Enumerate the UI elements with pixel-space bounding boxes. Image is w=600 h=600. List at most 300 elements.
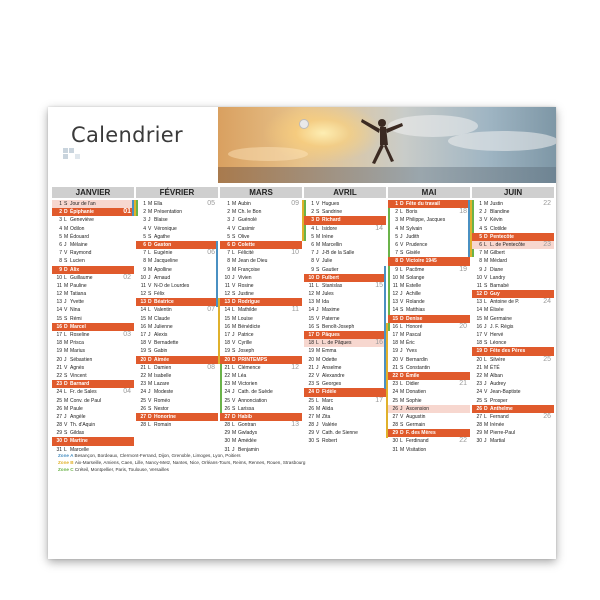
- day-row: [220, 274, 302, 282]
- zone-cities: Créteil, Montpellier, Paris, Toulouse, Versailles: [74, 467, 169, 472]
- day-row: [472, 266, 554, 274]
- weekday-letter: M: [64, 397, 69, 404]
- week-number: 22: [459, 437, 467, 445]
- day-number: 14: [308, 307, 314, 314]
- weekday-letter: M: [64, 340, 69, 347]
- day-row: [388, 249, 470, 257]
- day-row: [52, 380, 134, 388]
- weekday-letter: S: [316, 381, 320, 388]
- day-number: 31: [392, 446, 398, 453]
- weekday-letter: J: [64, 356, 67, 363]
- day-row: [388, 388, 470, 396]
- day-number: 17: [224, 332, 230, 338]
- weekday-letter: S: [316, 323, 320, 330]
- day-row: [220, 364, 302, 372]
- day-number: 8: [227, 258, 230, 265]
- week-number: 22: [543, 200, 551, 207]
- day-number: 5: [143, 233, 146, 240]
- weekday-letter: M: [64, 225, 69, 232]
- zone-cities: Aix-Marseille, Amiens, Caen, Lille, Nancy-Metz, Nantes, Nice, Orléans-Tours, Reims, Rennes, Rouen, Strasbourg: [74, 460, 306, 465]
- day-row: [52, 323, 134, 331]
- saint-name: Germaine: [490, 315, 512, 322]
- weekday-letter: L: [484, 356, 487, 363]
- day-row: [304, 241, 386, 249]
- day-number: 4: [479, 225, 482, 232]
- day-number: 20: [224, 356, 230, 363]
- saint-name: Prisca: [70, 340, 84, 347]
- weekday-letter: S: [148, 348, 152, 355]
- saint-name: Ferdinand: [406, 438, 429, 445]
- day-row: [220, 266, 302, 274]
- week-number: 18: [459, 208, 467, 216]
- saint-name: Aubin: [238, 201, 251, 207]
- day-row: [304, 397, 386, 405]
- weekday-letter: V: [316, 430, 320, 437]
- weekday-letter: M: [316, 348, 321, 355]
- weekday-letter: D: [400, 315, 404, 322]
- weekday-letter: S: [64, 430, 68, 437]
- day-row: [136, 380, 218, 388]
- weekday-letter: V: [64, 250, 68, 257]
- week-number: 08: [207, 363, 215, 371]
- day-number: 28: [224, 422, 230, 429]
- day-row: [304, 364, 386, 372]
- day-row: [136, 339, 218, 347]
- weekday-letter: S: [232, 233, 236, 240]
- weekday-letter: S: [148, 291, 152, 298]
- weekday-letter: J: [484, 381, 487, 388]
- day-row: [304, 331, 386, 339]
- weekday-letter: L: [148, 422, 151, 429]
- day-number: 7: [311, 250, 314, 257]
- weekday-letter: V: [64, 364, 68, 371]
- weekday-letter: V: [484, 389, 488, 396]
- saint-name: Blaise: [154, 217, 168, 224]
- school-zones-legend: [58, 452, 305, 473]
- day-row: [136, 388, 218, 396]
- day-number: 17: [392, 332, 398, 338]
- saint-name: Colette: [238, 241, 255, 248]
- day-number: 9: [143, 266, 146, 273]
- week-number: 15: [375, 281, 383, 289]
- day-row: [304, 429, 386, 437]
- weekday-letter: M: [64, 405, 69, 412]
- day-row: [388, 306, 470, 314]
- day-row: [52, 388, 134, 396]
- day-row: [220, 405, 302, 413]
- day-row: [52, 421, 134, 429]
- saint-name: Guénolé: [238, 217, 257, 224]
- weekday-letter: J: [400, 348, 403, 355]
- saint-name: Bernardin: [406, 356, 428, 363]
- day-row: [472, 208, 554, 216]
- saint-name: Prudence: [406, 241, 428, 248]
- weekday-letter: D: [232, 413, 236, 420]
- day-number: 26: [140, 405, 146, 412]
- day-row: [388, 356, 470, 364]
- month-column: [136, 187, 218, 429]
- day-list: [220, 200, 302, 454]
- saint-name: Bernadette: [154, 340, 179, 347]
- day-number: 28: [140, 422, 146, 429]
- day-row: [220, 233, 302, 241]
- saint-name: Félix: [154, 291, 165, 298]
- saint-name: Marius: [70, 348, 86, 355]
- day-row: [304, 225, 386, 233]
- day-row: [388, 200, 470, 208]
- day-number: 1: [143, 201, 146, 207]
- day-number: 19: [308, 348, 314, 355]
- weekday-letter: M: [484, 422, 489, 429]
- month-column: [304, 187, 386, 446]
- saint-name: Alida: [322, 405, 334, 412]
- day-number: 9: [479, 266, 482, 273]
- saint-name: Raymond: [70, 250, 92, 257]
- saint-name: Jules: [322, 291, 334, 298]
- day-number: 3: [311, 217, 314, 224]
- day-row: [388, 405, 470, 413]
- day-number: 13: [392, 299, 398, 306]
- weekday-letter: M: [148, 209, 153, 216]
- weekday-letter: J: [316, 307, 319, 314]
- weekday-letter: L: [64, 274, 67, 281]
- weekday-letter: M: [400, 397, 405, 404]
- day-number: 12: [224, 291, 230, 298]
- day-number: 4: [59, 225, 62, 232]
- week-number: 16: [375, 339, 383, 347]
- weekday-letter: J: [148, 332, 151, 338]
- weekday-letter: V: [484, 274, 488, 281]
- saint-name: Bénédicte: [238, 323, 261, 330]
- saint-name: Honoré: [406, 323, 423, 330]
- day-row: [136, 266, 218, 274]
- day-row: [52, 315, 134, 323]
- day-number: 28: [308, 422, 314, 429]
- day-row: [220, 356, 302, 364]
- day-row: [304, 380, 386, 388]
- day-number: 8: [311, 258, 314, 265]
- day-number: 12: [392, 291, 398, 298]
- day-list: [52, 200, 134, 454]
- saint-name: J. F. Régis: [490, 323, 514, 330]
- saint-name: Irène: [322, 233, 334, 240]
- day-number: 16: [224, 323, 230, 330]
- saint-name: Médard: [490, 258, 507, 265]
- weekday-letter: L: [232, 422, 235, 429]
- day-number: 29: [56, 430, 62, 437]
- saint-name: Martine: [70, 438, 88, 445]
- saint-name: Guy: [490, 291, 500, 298]
- month-header: MARS: [220, 187, 302, 198]
- saint-name: Paterne: [322, 315, 340, 322]
- day-row: [472, 274, 554, 282]
- saint-name: Jour de l'an: [70, 201, 96, 207]
- saint-name: Landry: [490, 274, 506, 281]
- day-row: [52, 429, 134, 437]
- weekday-letter: J: [484, 438, 487, 445]
- day-number: 2: [143, 209, 146, 216]
- saint-name: Léa: [238, 372, 247, 379]
- saint-name: Prosper: [490, 397, 508, 404]
- saint-name: Édouard: [70, 233, 89, 240]
- saint-name: Présentation: [154, 209, 183, 216]
- day-row: [136, 216, 218, 224]
- weekday-letter: S: [484, 340, 488, 347]
- weekday-letter: D: [64, 266, 68, 273]
- day-row: [220, 306, 302, 314]
- day-row: [52, 413, 134, 421]
- weekday-letter: V: [400, 299, 404, 306]
- day-row: [136, 397, 218, 405]
- day-row: [304, 339, 386, 347]
- saint-name: Hervé: [490, 332, 504, 338]
- saint-name: N-D de Lourdes: [154, 282, 190, 289]
- day-number: 22: [56, 372, 62, 379]
- day-row: [388, 413, 470, 421]
- week-number: 05: [207, 200, 215, 207]
- weekday-letter: S: [148, 233, 152, 240]
- saint-name: Sandrine: [322, 209, 343, 216]
- day-number: 7: [479, 250, 482, 257]
- saint-name: Pauline: [70, 282, 87, 289]
- saint-name: Julie: [322, 258, 333, 265]
- saint-name: Nestor: [154, 405, 169, 412]
- weekday-letter: D: [400, 258, 404, 265]
- saint-name: Yvette: [70, 299, 84, 306]
- weekday-letter: J: [232, 217, 235, 224]
- saint-name: Justin: [490, 201, 504, 207]
- saint-name: Th. d'Aquin: [70, 422, 96, 429]
- day-number: 20: [140, 356, 146, 363]
- saint-name: Jean de Dieu: [238, 258, 268, 265]
- saint-name: L. de Pâques: [322, 340, 352, 347]
- week-number: 13: [291, 421, 299, 429]
- day-row: [220, 298, 302, 306]
- day-number: 15: [476, 315, 482, 322]
- weekday-letter: M: [316, 241, 321, 248]
- weekday-letter: M: [400, 332, 405, 338]
- day-number: 12: [56, 291, 62, 298]
- day-number: 29: [224, 430, 230, 437]
- weekday-letter: S: [232, 405, 236, 412]
- day-number: 21: [140, 364, 146, 371]
- day-number: 18: [308, 340, 314, 347]
- weekday-letter: M: [232, 258, 237, 265]
- day-number: 27: [392, 413, 398, 420]
- day-row: [304, 282, 386, 290]
- saint-name: Isidore: [322, 225, 338, 232]
- saint-name: Victoire 1945: [406, 258, 437, 265]
- saint-name: Constantin: [406, 364, 430, 371]
- day-number: 5: [311, 233, 314, 240]
- day-row: [388, 339, 470, 347]
- day-row: [136, 200, 218, 208]
- day-number: 1: [227, 201, 230, 207]
- day-row: [52, 233, 134, 241]
- day-number: 5: [227, 233, 230, 240]
- day-number: 17: [140, 332, 146, 338]
- weekday-letter: L: [400, 266, 403, 273]
- saint-name: L. de Pentecôte: [490, 241, 526, 248]
- weekday-letter: M: [232, 430, 237, 437]
- saint-name: Patrice: [238, 332, 254, 338]
- day-number: 24: [224, 389, 230, 396]
- weekday-letter: V: [484, 332, 488, 338]
- day-row: [220, 397, 302, 405]
- week-number: 02: [123, 273, 131, 281]
- weekday-letter: V: [148, 225, 152, 232]
- day-row: [472, 306, 554, 314]
- day-number: 8: [143, 258, 146, 265]
- day-number: 18: [140, 340, 146, 347]
- saint-name: Pascal: [406, 332, 422, 338]
- weekday-letter: V: [64, 307, 68, 314]
- day-number: 24: [476, 389, 482, 396]
- saint-name: Marc: [322, 397, 334, 404]
- week-number: 04: [123, 388, 131, 396]
- day-row: [472, 331, 554, 339]
- day-row: [220, 437, 302, 445]
- weekday-letter: M: [232, 323, 237, 330]
- day-row: [136, 208, 218, 216]
- weekday-letter: V: [148, 340, 152, 347]
- day-row: [304, 323, 386, 331]
- day-row: [388, 282, 470, 290]
- day-number: 23: [392, 381, 398, 388]
- weekday-letter: L: [316, 340, 319, 347]
- day-number: 15: [224, 315, 230, 322]
- saint-name: Boris: [406, 209, 418, 216]
- weekday-letter: D: [148, 413, 152, 420]
- weekday-letter: S: [484, 282, 488, 289]
- day-row: [52, 405, 134, 413]
- weekday-letter: M: [148, 315, 153, 322]
- weekday-letter: M: [148, 323, 153, 330]
- day-row: [388, 347, 470, 355]
- day-row: [136, 364, 218, 372]
- weekday-letter: V: [400, 356, 404, 363]
- day-number: 17: [56, 332, 62, 338]
- zone-label: Zone B: [58, 460, 75, 465]
- weekday-letter: L: [64, 446, 67, 453]
- day-number: 12: [140, 291, 146, 298]
- day-number: 27: [476, 413, 482, 420]
- day-number: 13: [224, 299, 230, 306]
- weekday-letter: M: [484, 307, 489, 314]
- weekday-letter: J: [484, 323, 487, 330]
- saint-name: Anselme: [322, 364, 342, 371]
- saint-name: Cyrille: [238, 340, 252, 347]
- saint-name: Odilon: [70, 225, 85, 232]
- day-number: 16: [56, 323, 62, 330]
- saint-name: Vivien: [238, 274, 252, 281]
- saint-name: Augustin: [406, 413, 426, 420]
- zone-label: Zone C: [58, 467, 75, 472]
- day-number: 17: [476, 332, 482, 338]
- saint-name: Jacqueline: [154, 258, 178, 265]
- day-number: 10: [476, 274, 482, 281]
- day-row: [220, 257, 302, 265]
- day-row: [472, 364, 554, 372]
- day-number: 5: [59, 233, 62, 240]
- day-row: [52, 339, 134, 347]
- month-column: [388, 187, 470, 454]
- weekday-letter: M: [64, 291, 69, 298]
- day-number: 1: [479, 201, 482, 207]
- saint-name: Fête du travail: [406, 201, 440, 207]
- week-number: 14: [375, 224, 383, 232]
- week-number: 03: [123, 331, 131, 338]
- day-row: [304, 266, 386, 274]
- saint-name: Mélaine: [70, 241, 88, 248]
- day-number: 3: [143, 217, 146, 224]
- day-row: [472, 315, 554, 323]
- day-number: 14: [392, 307, 398, 314]
- school-holiday-bar: [216, 241, 218, 307]
- saint-name: Gilbert: [490, 250, 505, 257]
- day-number: 20: [392, 356, 398, 363]
- day-number: 11: [476, 282, 482, 289]
- saint-name: Léonce: [490, 340, 507, 347]
- weekday-letter: D: [148, 299, 152, 306]
- calendar-sheet: [48, 107, 556, 559]
- day-number: 14: [140, 307, 146, 314]
- saint-name: Amédée: [238, 438, 257, 445]
- day-row: [304, 413, 386, 421]
- day-number: 3: [59, 217, 62, 224]
- day-row: [136, 421, 218, 429]
- saint-name: Louise: [238, 315, 253, 322]
- weekday-letter: J: [232, 332, 235, 338]
- day-number: 4: [227, 225, 230, 232]
- weekday-letter: L: [232, 364, 235, 371]
- day-number: 20: [308, 356, 314, 363]
- day-row: [388, 257, 470, 265]
- saint-name: Agnès: [70, 364, 85, 371]
- day-number: 9: [59, 266, 62, 273]
- weekday-letter: M: [232, 315, 237, 322]
- day-number: 25: [56, 397, 62, 404]
- saint-name: Sophie: [406, 397, 422, 404]
- saint-name: Hugues: [322, 201, 340, 207]
- day-number: 4: [311, 225, 314, 232]
- saint-name: Annonciation: [238, 397, 267, 404]
- weekday-letter: L: [64, 332, 67, 338]
- saint-name: Germain: [406, 422, 426, 429]
- legend-line: [58, 452, 305, 459]
- saint-name: Marcelle: [70, 446, 89, 453]
- saint-name: Kévin: [490, 217, 503, 224]
- week-number: 07: [207, 306, 215, 314]
- day-row: [52, 397, 134, 405]
- day-number: 30: [56, 438, 62, 445]
- day-number: 29: [392, 430, 398, 437]
- day-row: [472, 413, 554, 421]
- day-row: [136, 257, 218, 265]
- day-row: [472, 216, 554, 224]
- saint-name: Donatien: [406, 389, 427, 396]
- saint-name: Matthias: [406, 307, 425, 314]
- day-number: 22: [140, 372, 146, 379]
- day-row: [472, 233, 554, 241]
- day-number: 27: [224, 413, 230, 420]
- day-row: [52, 241, 134, 249]
- weekday-letter: D: [400, 372, 404, 379]
- saint-name: Gwladys: [238, 430, 258, 437]
- saint-name: Maxime: [322, 307, 340, 314]
- saint-name: Mathilde: [238, 307, 257, 314]
- day-list: [472, 200, 554, 446]
